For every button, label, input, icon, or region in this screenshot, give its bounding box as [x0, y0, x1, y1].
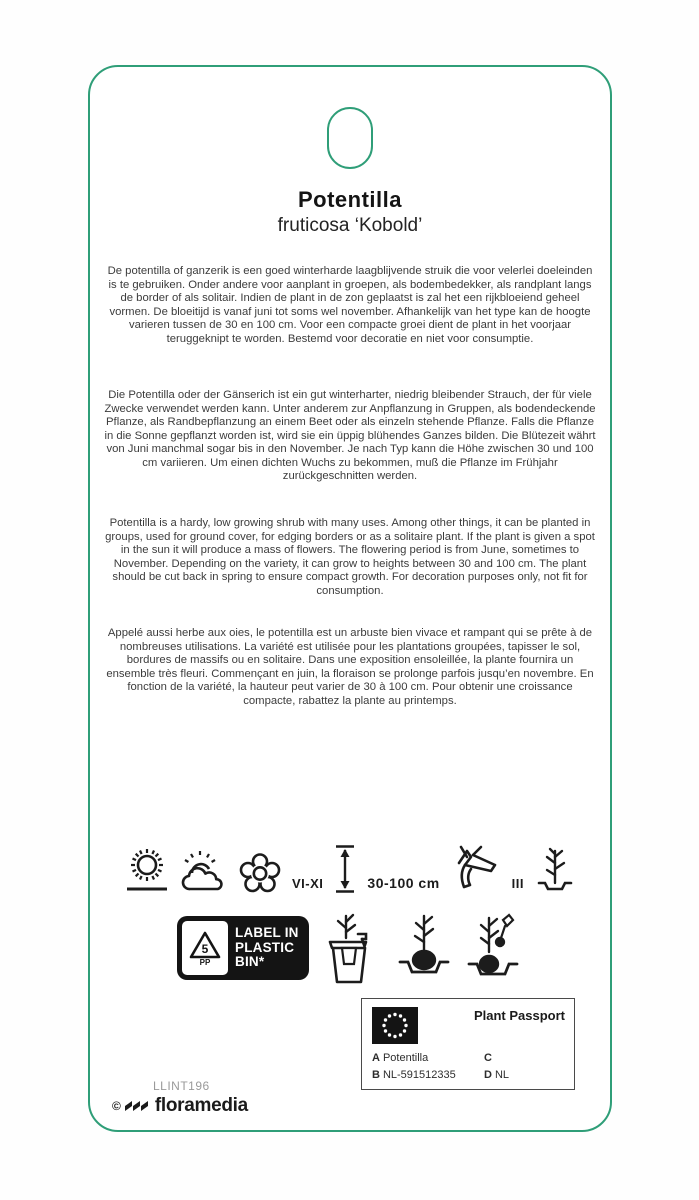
description-german: Die Potentilla oder der Gänserich ist ein gut winterharter, niedrig bleibender Strauch, der für viele Zwecke verwendet werden kann. Unter anderem zur Anpflanzung in Gruppen, als bodendeckende Pflanze, als Randbepflanzung an einem Beet oder als einzeln stehende Pflanze. Falls die Pflanze in die Sonne gepflanzt worden ist, wird sie ein üppig blühendes Ganzes bilden. Die Blütezeit währt von Juni manchmal sogar bis in den November. Je nach Typ kann die Höhe zwischen 30 und 100 cm variieren. Um einen dichten Wuchs zu bekommen, muß die Pflanze im Frühjahr zurückgeschnitten werden. — [104, 389, 596, 482]
leaf-mark-icon — [124, 1097, 150, 1115]
passport-field-c: C — [484, 1052, 492, 1064]
eu-flag-icon — [372, 1007, 418, 1049]
height-range-label: 30-100 cm — [367, 875, 440, 891]
recycling-triangle-icon — [188, 930, 222, 966]
care-icon-row — [90, 831, 610, 895]
plastic-bin-label-text: LABEL IN PLASTIC BIN* — [235, 925, 299, 970]
copyright-icon: © — [112, 1099, 121, 1113]
svg-text:PP: PP — [199, 958, 211, 966]
passport-title: Plant Passport — [473, 1008, 565, 1023]
pruning-month-label: III — [511, 876, 524, 891]
passport-field-b: B NL-591512335 — [372, 1069, 456, 1081]
root-ball-in-soil-icon — [396, 912, 452, 993]
disposal-and-planting-row — [90, 912, 610, 992]
description-english: Potentilla is a hardy, low growing shrub with many uses. Among other things, it can be planted in groups, used for ground cover, for edging borders or as a solitaire plant. If the plant is given a spot in the sun it will produce a mass of flowers. The flowering period is from June, sometimes to November. Depending on the variety, it can grow to heights between 30 and 100 cm. The plant should be cut back in spring to ensure compact growth. For decoration purposes only, not fit for consumption. — [105, 517, 595, 597]
svg-text:5: 5 — [201, 942, 209, 956]
plant-species-subtitle: fruticosa ‘Kobold’ — [277, 215, 423, 236]
flowering-months-label: VI-XI — [292, 876, 324, 891]
description-french: Appelé aussi herbe aux oies, le potentilla est un arbuste bien vivace et rampant qui se prête à de nombreuses utilisations. La variété est utilisée pour les plantations groupées, tapisser le sol, bordures de massifs ou en solitaire. Dans une exposition ensoleillée, la plante fournira un ensemble très fleuri. Commençant en juin, la floraison se prolonge parfois jusqu’en novembre. En fonction de la variété, la hauteur peut varier de 30 à 100 cm. Pour obtenir une croissance compacte, rabattez la plante au printemps. — [106, 627, 594, 707]
full-sun-icon — [125, 845, 169, 895]
label-print-code: LLINT196 — [153, 1079, 210, 1093]
plant-label-card — [88, 65, 612, 1132]
description-dutch: De potentilla of ganzerik is een goed winterharde laagblijvende struik die voor velerlei doeleinden is te gebruiken. Onder andere voor aanplant in groepen, als bodembedekker, als randplant langs de border of als solitair. Indien de plant in de zon geplaatst is zal het een rijkbloeiend geheel vormen. De bloeitijd is vanaf juni tot soms wel november. Afhankelijk van het type kan de hoogte varieren tussen de 30 en 100 cm. Voor een compacte groei dient de plant in het voorjaar teruggeknipt te worden. Bestemd voor decoratie en niet voor consumptie. — [107, 265, 593, 345]
pruning-shears-icon — [451, 841, 501, 895]
height-arrow-icon — [334, 843, 356, 895]
plant-passport-box — [361, 998, 575, 1090]
flower-icon — [239, 853, 281, 895]
label-in-plastic-bin-badge — [177, 916, 309, 980]
recycling-code-panel — [182, 921, 228, 975]
planting-sprig-icon — [535, 845, 575, 895]
plant-genus-title: Potentilla — [297, 187, 402, 212]
brand-name: floramedia — [154, 1095, 248, 1116]
passport-field-a: A Potentilla — [372, 1052, 429, 1064]
passport-field-d: D NL — [484, 1069, 510, 1081]
planting-with-hand-icon — [465, 912, 521, 993]
hang-hole-cutout — [327, 107, 373, 169]
potted-plant-watering-icon — [322, 912, 378, 993]
partial-shade-icon — [180, 847, 228, 895]
floramedia-logo — [112, 1095, 248, 1117]
